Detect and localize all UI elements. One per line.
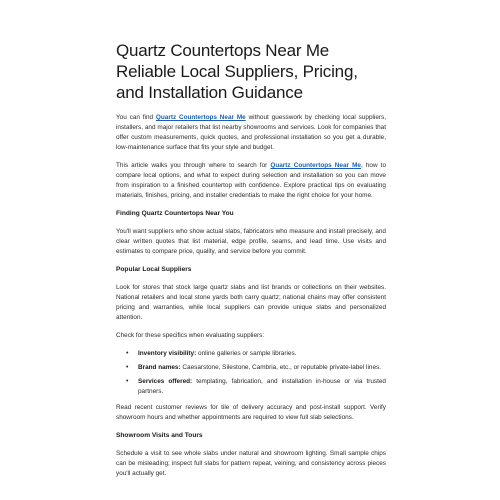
supplier-checklist (116, 349, 386, 397)
list-item-text: Caesarstone, Silestone, Cambria, etc., or reputable private-label lines. (180, 364, 381, 371)
intro-text-start: You can find (116, 114, 156, 121)
section-heading-finding: Finding Quartz Countertops Near You (116, 210, 234, 217)
document-page (116, 40, 386, 487)
list-item-text: online galleries or sample libraries. (196, 350, 297, 357)
check-specifics-paragraph: Check for these specifics when evaluating suppliers: (116, 332, 265, 339)
overview-text-end: , how to compare local options, and what to expect during selection and installation so you can move from inspiration to a finished countertop with confidence. Explore practical tips on evaluating materials, finishes, pricing, and installer credentials to make the right choice for your home. (116, 162, 387, 199)
quartz-countertops-link-2[interactable]: Quartz Countertops Near Me (270, 162, 361, 169)
quartz-countertops-link[interactable]: Quartz Countertops Near Me (155, 114, 246, 121)
list-item (126, 349, 386, 359)
section-heading-showroom: Showroom Visits and Tours (116, 432, 203, 439)
reviews-paragraph: Read recent customer reviews for tile of delivery accuracy and post-install support. Verify showroom hours and whether appointments are required to view full slab selections. (116, 404, 386, 421)
list-item-label: Brand names: (138, 364, 181, 371)
overview-paragraph (116, 161, 386, 201)
bullet-icon: • (126, 364, 129, 371)
overview-text-start: This article walks you through where to search for (116, 162, 271, 169)
finding-paragraph: You'll want suppliers who show actual slabs, fabricators who measure and install precisely, and clear written quotes that list material, edge profile, seams, and lead time. Use visits and estimates to compare price, quality, and service before you commit. (116, 228, 386, 255)
list-item (126, 377, 386, 397)
list-item-label: Inventory visibility: (138, 350, 197, 357)
list-item-text: templating, fabrication, and installation in-house or via trusted partners. (138, 378, 386, 395)
list-item-label: Services offered: (138, 378, 193, 385)
page-title: Quartz Countertops Near Me Reliable Local Suppliers, Pricing, and Installation Guidance (116, 41, 358, 102)
intro-text-end: without guesswork by checking local suppliers, installers, and major retailers that list nearby showrooms and services. Look for companies that offer custom measurements, quick quotes, and professional installation so you get a durable, low-maintenance surface that fits your style and budget. (116, 114, 387, 151)
intro-paragraph (116, 113, 386, 153)
showroom-paragraph: Schedule a visit to see whole slabs under natural and showroom lighting. Small sample chips can be misleading; inspect full slabs for pattern repeat, veining, and consistency across pieces you'll actually get. (116, 450, 386, 477)
list-item (126, 363, 386, 373)
suppliers-paragraph: Look for stores that stock large quartz slabs and list brands or collections on their websites. National retailers and local stone yards both carry quartz; national chains may offer consistent pricing and warranties, while local suppliers can provide unique slabs and personalized attention. (116, 284, 386, 321)
section-heading-suppliers: Popular Local Suppliers (116, 266, 192, 273)
bullet-icon: • (126, 378, 129, 385)
bullet-icon: • (126, 350, 129, 357)
